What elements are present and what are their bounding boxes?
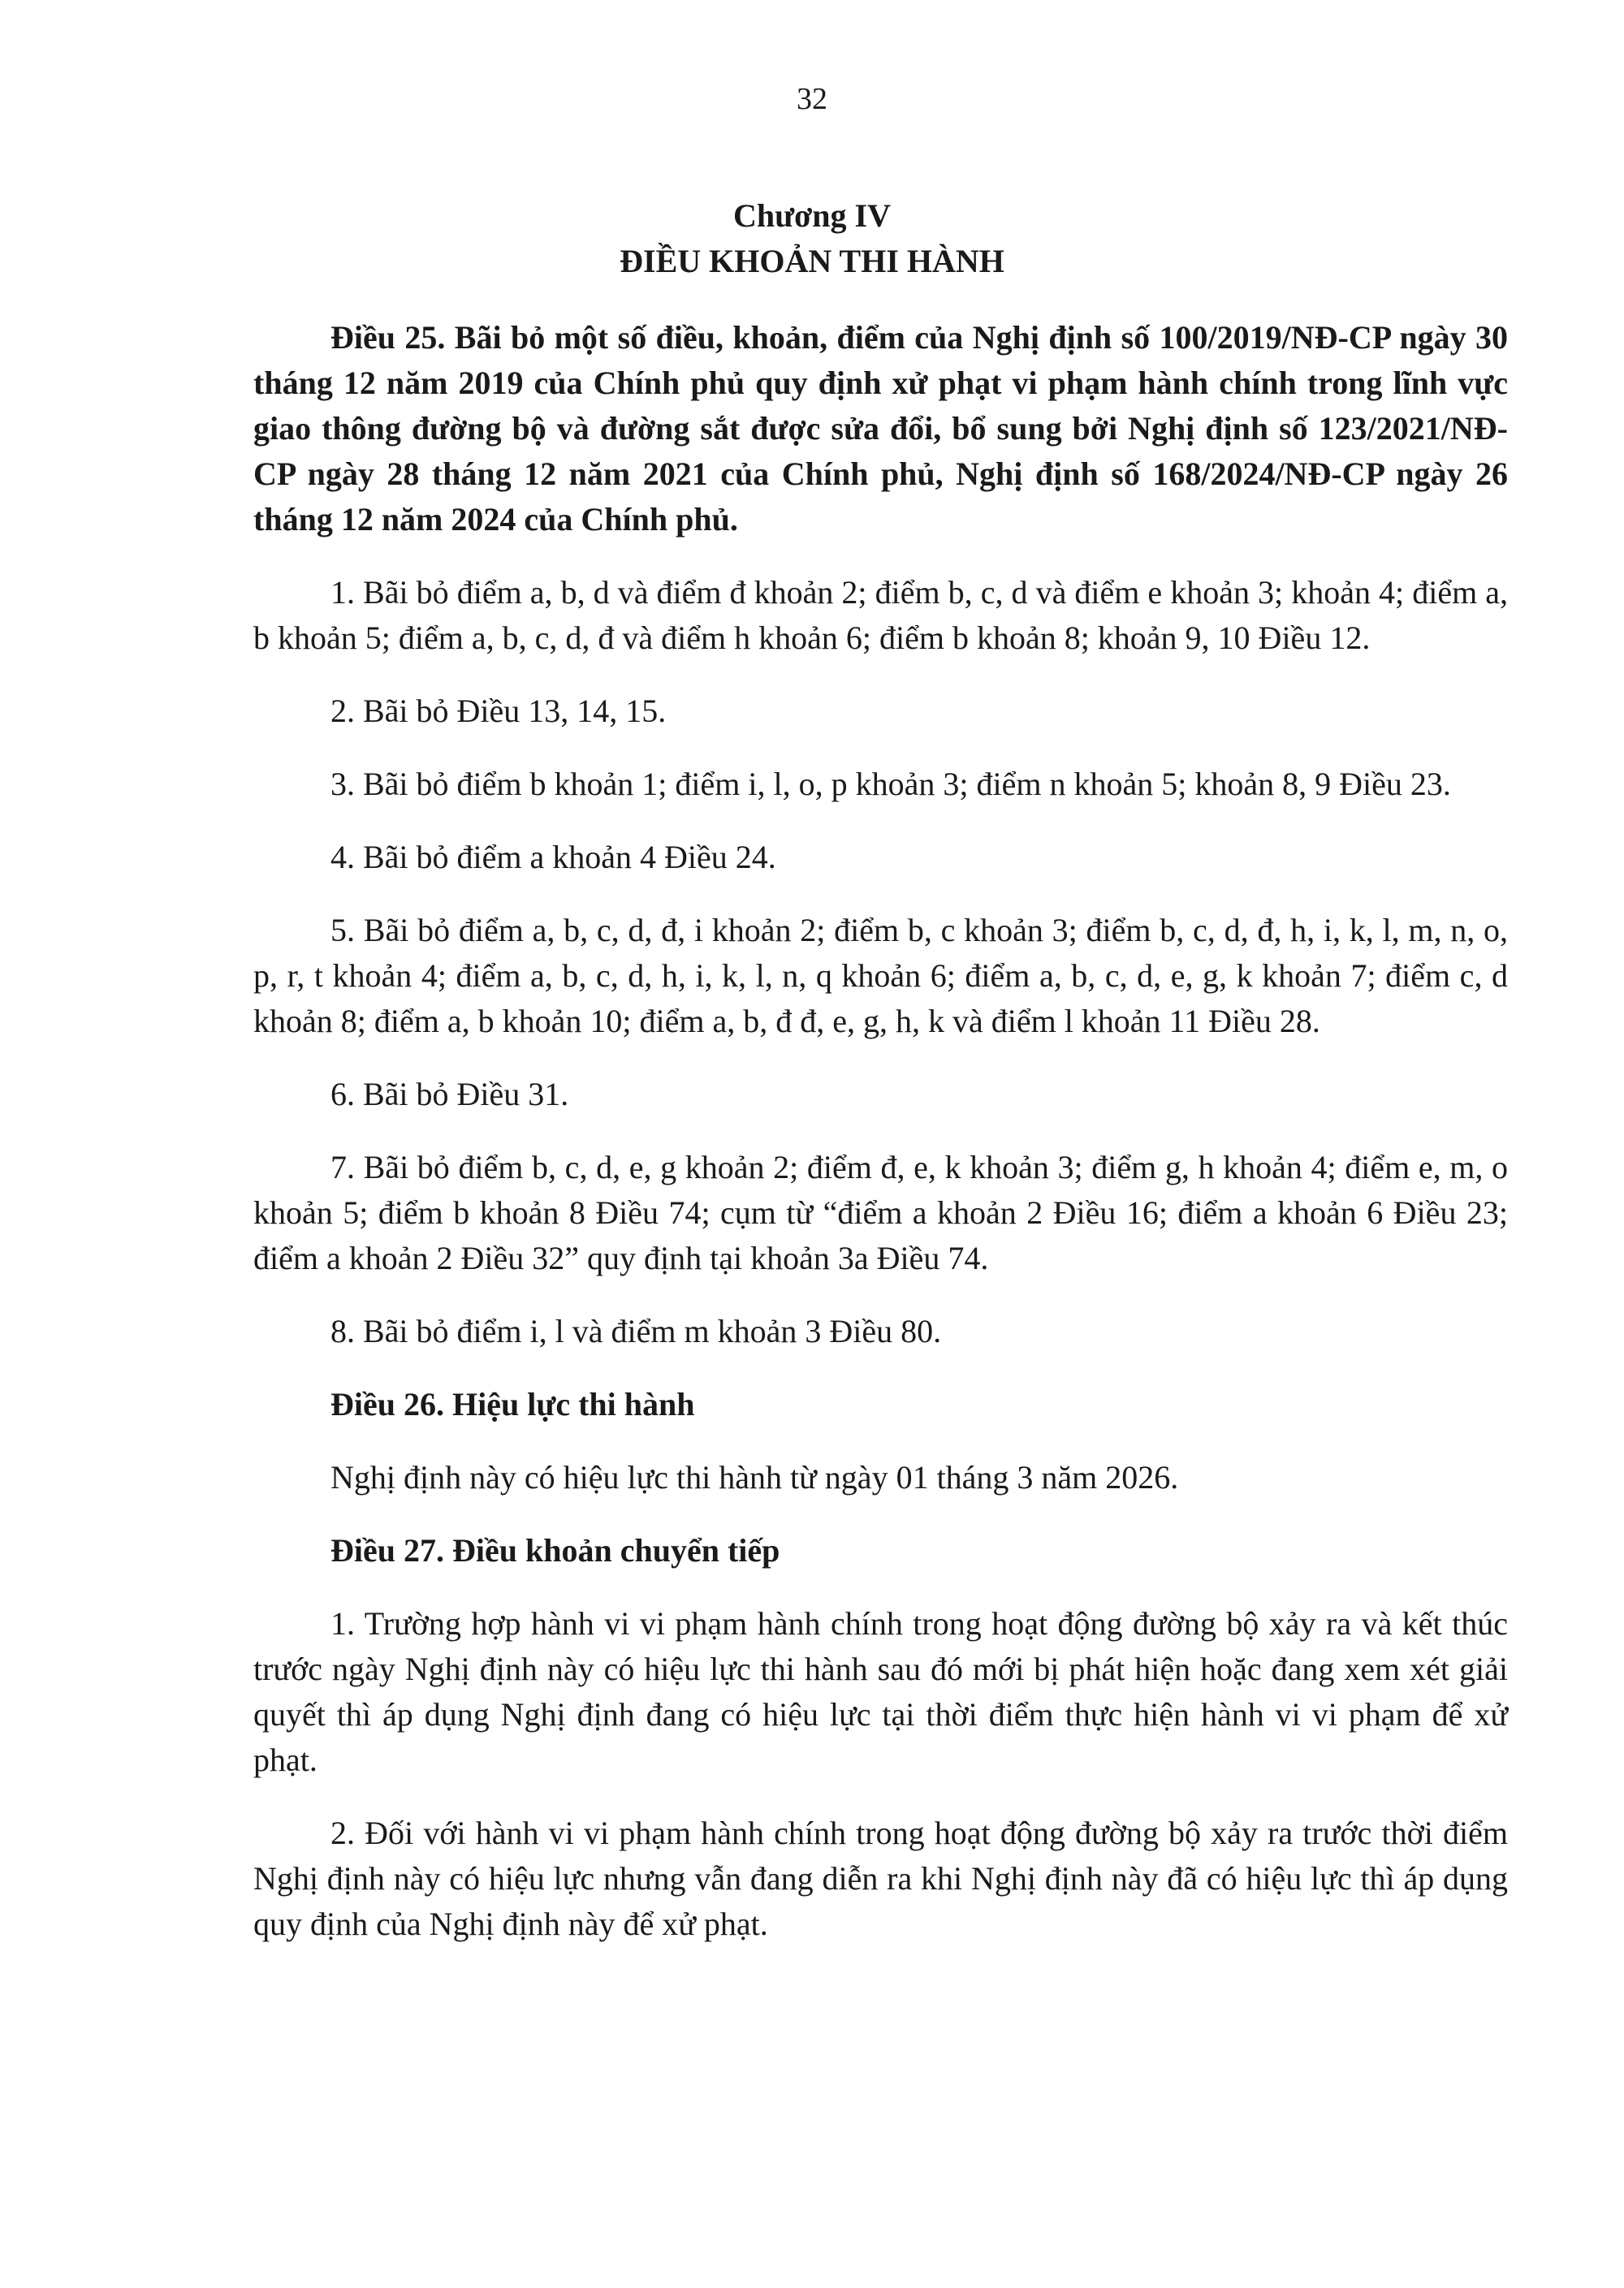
article-25-item-7: 7. Bãi bỏ điểm b, c, d, e, g khoản 2; điểm đ, e, k khoản 3; điểm g, h khoản 4; điểm e, m, o khoản 5; điểm b khoản 8 Điều 74; cụm từ “điểm a khoản 2 Điều 16; điểm a khoản 6 Điều 23; điểm a khoản 2 Điều 32” quy định tại khoản 3a Điều 74. xyxy=(253,1149,1508,1276)
article-27-item-1: 1. Trường hợp hành vi vi phạm hành chính trong hoạt động đường bộ xảy ra và kết thúc trước ngày Nghị định này có hiệu lực thi hành sau đó mới bị phát hiện hoặc đang xem xét giải quyết thì áp dụng Nghị định đang có hiệu lực tại thời điểm thực hiện hành vi vi phạm để xử phạt. xyxy=(253,1605,1508,1778)
article-25-item-6: 6. Bãi bỏ Điều 31. xyxy=(330,1076,569,1112)
chapter-label: Chương IV xyxy=(733,197,891,234)
chapter-title: ĐIỀU KHOẢN THI HÀNH xyxy=(620,243,1004,279)
article-25-title: Điều 25. Bãi bỏ một số điều, khoản, điểm của Nghị định số 100/2019/NĐ-CP ngày 30 tháng 12 năm 2019 của Chính phủ quy định xử phạt vi phạm hành chính trong lĩnh vực giao thông đường bộ và đường sắt được sửa đổi, bổ sung bởi Nghị định số 123/2021/NĐ-CP ngày 28 tháng 12 năm 2021 của Chính phủ, Nghị định số 168/2024/NĐ-CP ngày 26 tháng 12 năm 2024 của Chính phủ. xyxy=(253,319,1508,537)
article-27-item-2: 2. Đối với hành vi vi phạm hành chính trong hoạt động đường bộ xảy ra trước thời điểm Nghị định này có hiệu lực nhưng vẫn đang diễn ra khi Nghị định này đã có hiệu lực thì áp dụng quy định của Nghị định này để xử phạt. xyxy=(253,1815,1508,1942)
chapter-heading xyxy=(0,193,1624,284)
article-25-item-2: 2. Bãi bỏ Điều 13, 14, 15. xyxy=(330,693,667,729)
page-number: 32 xyxy=(797,82,827,116)
article-26-title: Điều 26. Hiệu lực thi hành xyxy=(330,1386,695,1422)
article-25-item-3: 3. Bãi bỏ điểm b khoản 1; điểm i, l, o, p khoản 3; điểm n khoản 5; khoản 8, 9 Điều 23. xyxy=(330,766,1451,802)
article-26-text: Nghị định này có hiệu lực thi hành từ ngày 01 tháng 3 năm 2026. xyxy=(330,1459,1179,1496)
document-body xyxy=(253,315,1508,1975)
article-27-title: Điều 27. Điều khoản chuyển tiếp xyxy=(330,1532,780,1569)
article-25-item-4: 4. Bãi bỏ điểm a khoản 4 Điều 24. xyxy=(330,839,776,875)
article-25-item-8: 8. Bãi bỏ điểm i, l và điểm m khoản 3 Điều 80. xyxy=(330,1313,942,1349)
article-25-item-1: 1. Bãi bỏ điểm a, b, d và điểm đ khoản 2; điểm b, c, d và điểm e khoản 3; khoản 4; điểm a, b khoản 5; điểm a, b, c, d, đ và điểm h khoản 6; điểm b khoản 8; khoản 9, 10 Điều 12. xyxy=(253,574,1508,656)
article-25-item-5: 5. Bãi bỏ điểm a, b, c, d, đ, i khoản 2; điểm b, c khoản 3; điểm b, c, d, đ, h, i, k, l, m, n, o, p, r, t khoản 4; điểm a, b, c, d, h, i, k, l, n, q khoản 6; điểm a, b, c, d, e, g, k khoản 7; điểm c, d khoản 8; điểm a, b khoản 10; điểm a, b, đ đ, e, g, h, k và điểm l khoản 11 Điều 28. xyxy=(253,912,1508,1039)
